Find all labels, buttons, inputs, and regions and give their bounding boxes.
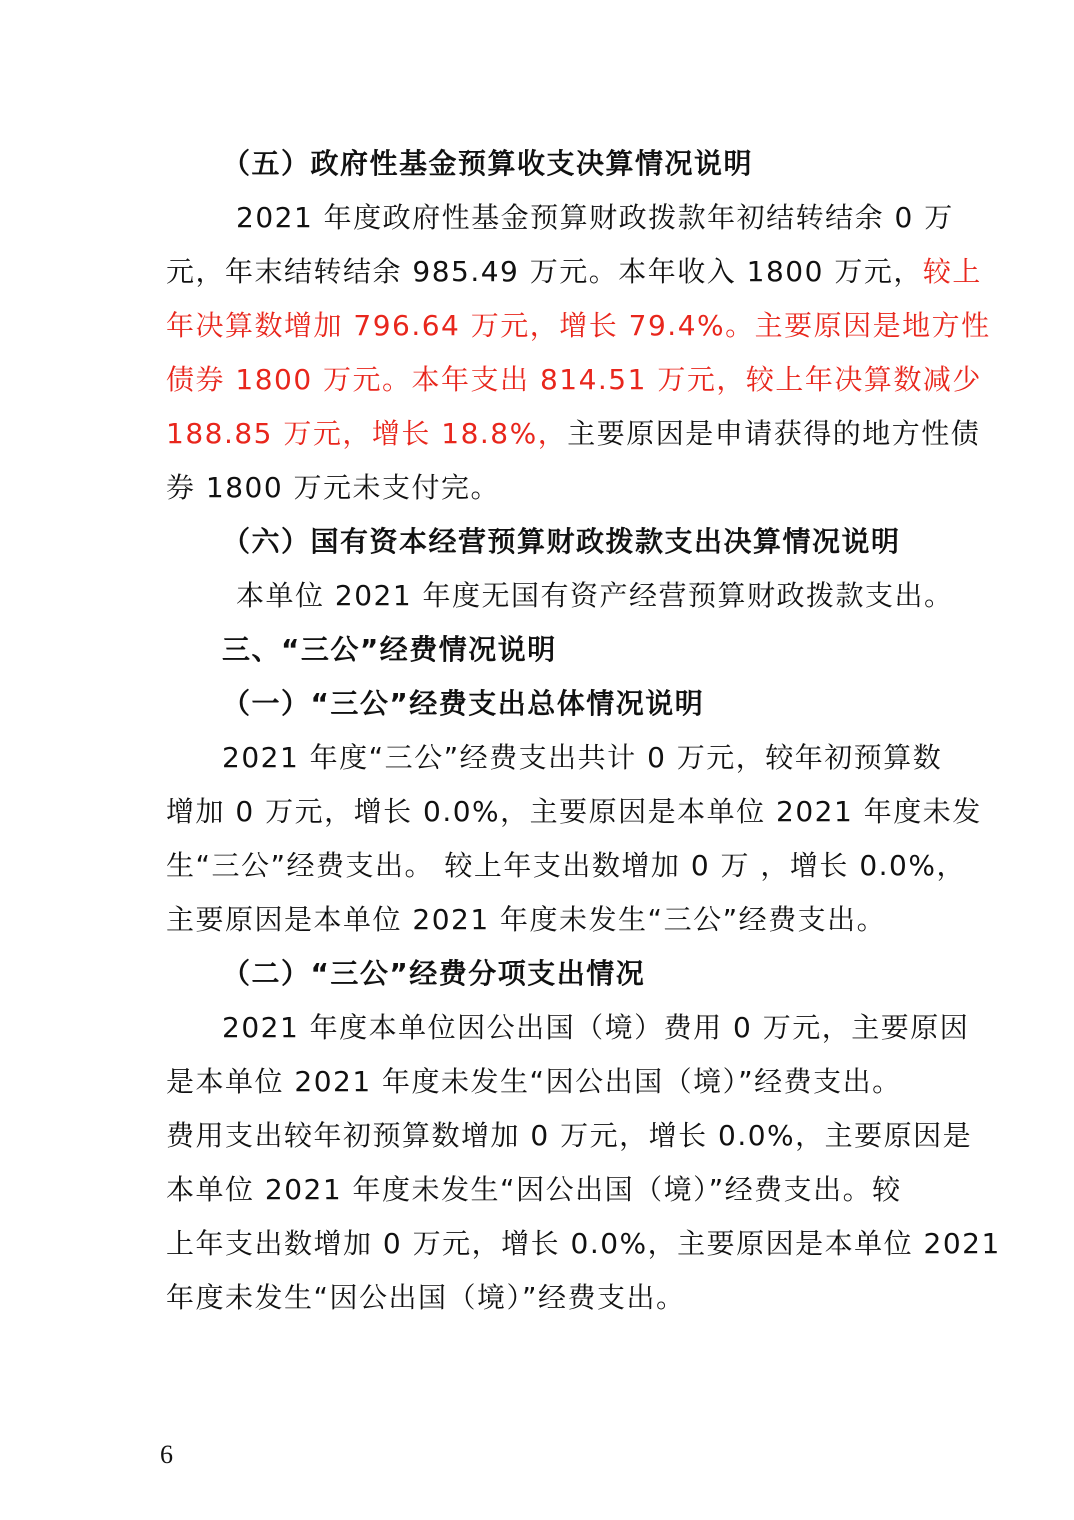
highlight-run: 较上 [922, 255, 982, 288]
part3-sub2-heading: （二）“三公”经费分项支出情况 [222, 957, 646, 990]
section6-heading: （六）国有资本经营预算财政拨款支出决算情况说明 [222, 525, 901, 558]
part3-sub2-line-1: 2021 年度本单位因公出国（境）费用 0 万元，主要原因 [222, 1011, 970, 1044]
section5-line-3 [166, 306, 991, 346]
section5-line-5 [166, 414, 980, 454]
part3-sub2-line-5: 上年支出数增加 0 万元，增长 0.0%，主要原因是本单位 2021 [166, 1227, 1001, 1260]
section5-heading: （五）政府性基金预算收支决算情况说明 [222, 147, 754, 180]
section6-text: 本单位 2021 年度无国有资产经营预算财政拨款支出。 [236, 579, 954, 612]
highlight-run: 188.85 万元，增长 18.8%， [166, 417, 568, 450]
text-run: 元，年末结转结余 985.49 万元。本年收入 1800 万元， [166, 255, 923, 288]
part3-sub1-line-1: 2021 年度“三公”经费支出共计 0 万元，较年初预算数 [222, 741, 943, 774]
part3-sub1-heading: （一）“三公”经费支出总体情况说明 [222, 687, 705, 720]
highlight-run: 年决算数增加 796.64 万元，增长 79.4%。主要原因是地方性 [166, 309, 991, 342]
section5-line-4 [166, 360, 982, 400]
text-run: 主要原因是申请获得的地方性债 [567, 417, 981, 450]
section5-line-1 [236, 198, 954, 238]
section5-line-6 [166, 468, 500, 508]
highlight-run: 债券 1800 万元。本年支出 814.51 万元，较上年决算数减少 [166, 363, 982, 396]
page-number: 6 [160, 1440, 173, 1469]
part3-sub2-line-3: 费用支出较年初预算数增加 0 万元，增长 0.0%，主要原因是 [166, 1119, 973, 1152]
part3-sub2-line-2: 是本单位 2021 年度未发生“因公出国（境）”经费支出。 [166, 1065, 902, 1098]
part3-sub1-line-2: 增加 0 万元，增长 0.0%，主要原因是本单位 2021 年度未发 [166, 795, 982, 828]
part3-heading: 三、“三公”经费情况说明 [222, 633, 557, 666]
section5-line-2 [166, 252, 982, 292]
part3-sub2-line-6: 年度未发生“因公出国（境）”经费支出。 [166, 1281, 686, 1314]
part3-sub1-line-3: 生“三公”经费支出。 较上年支出数增加 0 万 ，增长 0.0%， [166, 849, 966, 882]
part3-sub2-line-4: 本单位 2021 年度未发生“因公出国（境）”经费支出。较 [166, 1173, 902, 1206]
text-run: 2021 年度政府性基金预算财政拨款年初结转结余 0 万 [236, 201, 954, 234]
part3-sub1-line-4: 主要原因是本单位 2021 年度未发生“三公”经费支出。 [166, 903, 887, 936]
text-run: 券 1800 万元未支付完。 [166, 471, 501, 504]
